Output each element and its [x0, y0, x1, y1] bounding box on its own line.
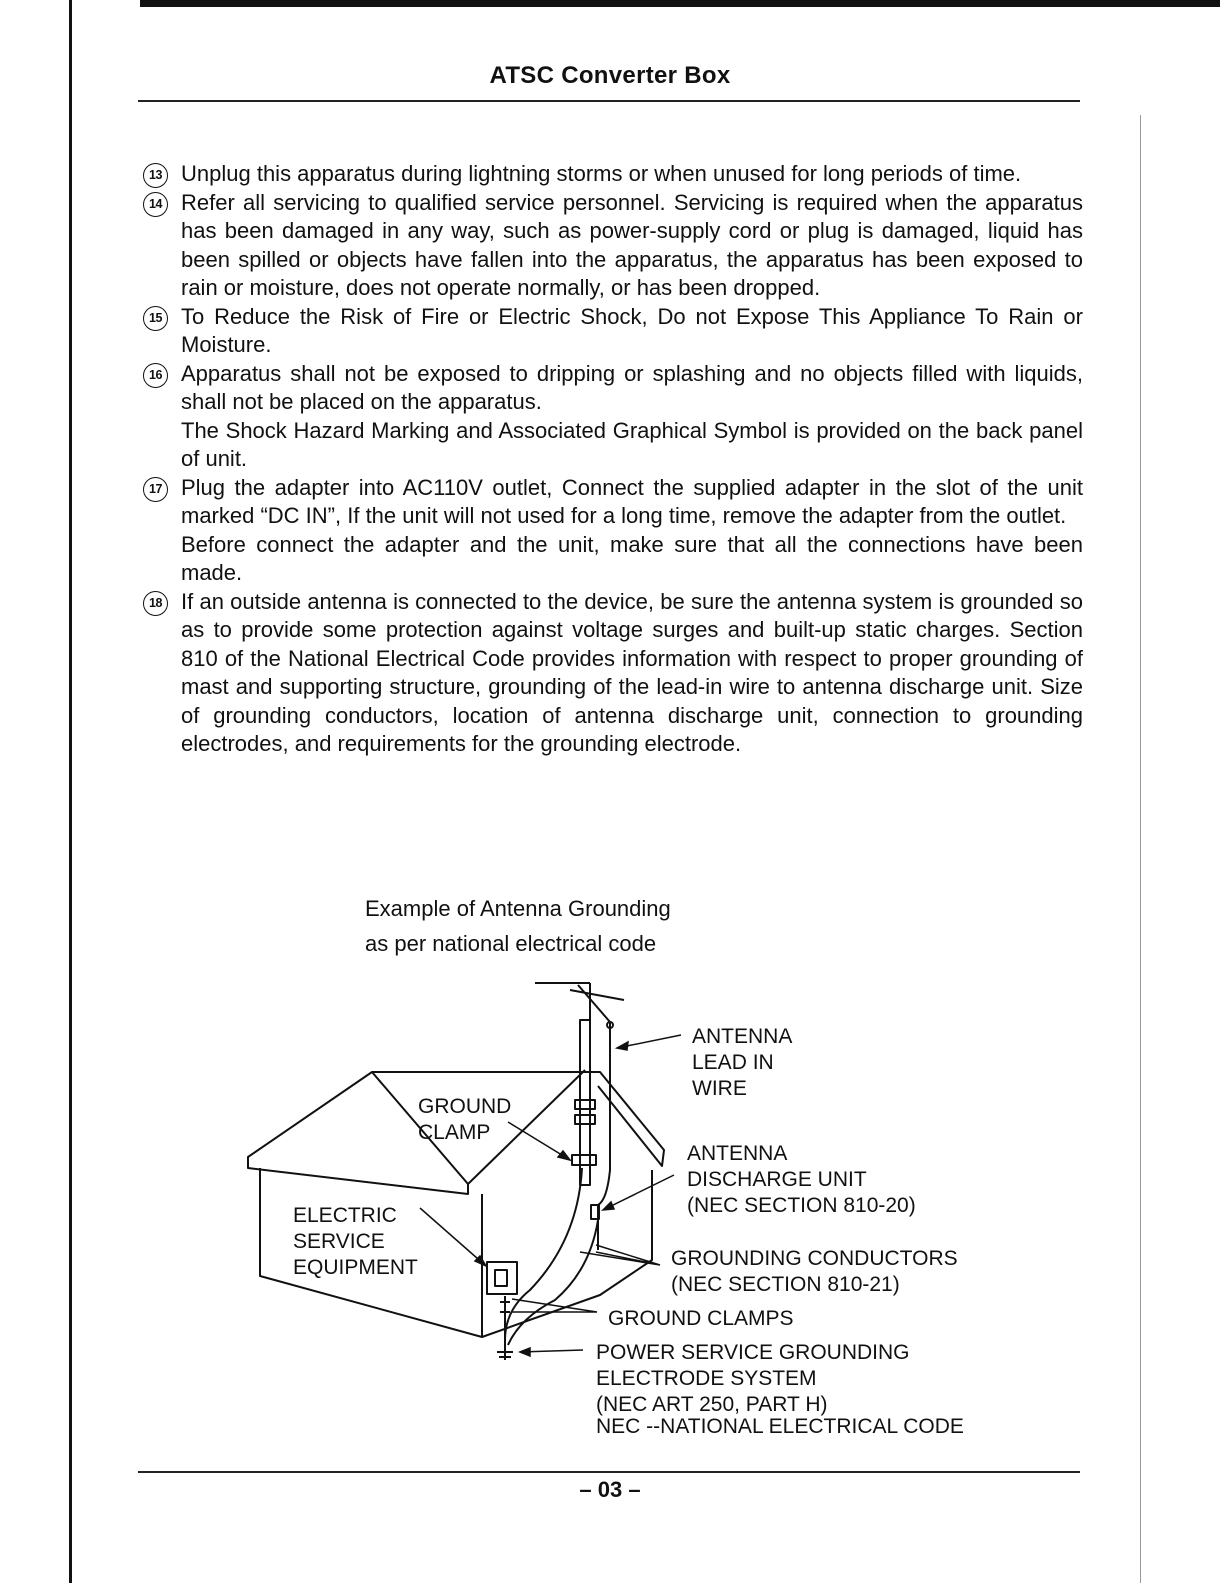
item-text: If an outside antenna is connected to the device, be sure the antenna system is grounded so as to provide some protection against voltage surges and built-up static charges. Section 810 of the National Electrical Code provides information with respect to proper grounding of mast and supporting structure, grounding of the lead-in wire to antenna discharge unit. Size of grounding conductors, location of antenna discharge unit, connection to grounding electrodes, and requirements for the grounding electrode.	[181, 588, 1083, 756]
list-item	[143, 303, 1083, 360]
item-number-badge: 13	[143, 163, 168, 188]
roof-ridge	[372, 1072, 664, 1166]
item-number-badge: 18	[143, 591, 168, 616]
label-ground-clamp-2: CLAMP	[418, 1121, 491, 1144]
label-electric-service-3: EQUIPMENT	[293, 1256, 418, 1279]
label-electric-service: ELECTRIC	[293, 1204, 397, 1227]
label-grounding-conductors-2: (NEC SECTION 810-21)	[671, 1273, 900, 1296]
label-power-service: POWER SERVICE GROUNDING	[596, 1341, 910, 1364]
item-text: Apparatus shall not be exposed to dripping or splashing and no objects filled with liquids, shall not be placed on the apparatus.	[181, 360, 1083, 414]
list-item	[143, 360, 1083, 474]
label-antenna-lead-in-3: WIRE	[692, 1077, 747, 1100]
item-number-badge: 15	[143, 306, 168, 331]
safety-instructions-list	[143, 160, 1083, 759]
header-rule	[138, 100, 1080, 102]
ground-rod	[497, 1296, 513, 1360]
label-antenna-lead-in: ANTENNA	[692, 1025, 793, 1048]
scan-edge-right	[1140, 115, 1141, 1583]
label-discharge-unit-3: (NEC SECTION 810-20)	[687, 1194, 916, 1217]
item-extra-text: Before connect the adapter and the unit, make sure that all the connections have been made.	[181, 531, 1083, 585]
footer-rule	[138, 1471, 1080, 1473]
item-text: Plug the adapter into AC110V outlet, Connect the supplied adapter in the slot of the unit marked “DC IN”, If the unit will not used for a long time, remove the adapter from the outlet.	[181, 474, 1083, 528]
figure-caption	[365, 891, 671, 961]
list-item	[143, 160, 1083, 189]
label-nec-definition: NEC --NATIONAL ELECTRICAL CODE	[596, 1415, 964, 1438]
label-power-service-2: ELECTRODE SYSTEM	[596, 1367, 817, 1390]
item-number-badge: 16	[143, 363, 168, 388]
label-grounding-conductors: GROUNDING CONDUCTORS	[671, 1247, 958, 1270]
item-text: Refer all servicing to qualified service personnel. Servicing is required when the apparatus has been damaged in any way, such as power-supply cord or plug is damaged, liquid has been spilled or objects have fallen into the apparatus, the apparatus has been exposed to rain or moisture, does not operate normally, or has been dropped.	[181, 189, 1083, 300]
caption-line-1: Example of Antenna Grounding	[365, 896, 671, 921]
label-discharge-unit: ANTENNA	[687, 1142, 788, 1165]
label-power-service-3: (NEC ART 250, PART H)	[596, 1393, 828, 1416]
label-ground-clamp: GROUND	[418, 1095, 512, 1118]
list-item	[143, 474, 1083, 588]
electric-service-box	[487, 1262, 517, 1294]
antenna-mast	[580, 1020, 590, 1185]
scan-edge-left	[69, 0, 72, 1583]
label-antenna-lead-in-2: LEAD IN	[692, 1051, 774, 1074]
item-number-badge: 17	[143, 477, 168, 502]
item-text: To Reduce the Risk of Fire or Electric Shock, Do not Expose This Appliance To Rain or Moisture.	[181, 303, 1083, 357]
label-electric-service-2: SERVICE	[293, 1230, 385, 1253]
item-text: Unplug this apparatus during lightning storms or when unused for long periods of time.	[181, 161, 1022, 186]
item-extra-text: The Shock Hazard Marking and Associated Graphical Symbol is provided on the back panel of unit.	[181, 417, 1083, 471]
antenna-grounding-diagram	[200, 970, 1060, 1450]
page-number: – 03 –	[579, 1477, 641, 1502]
antenna-icon	[535, 983, 624, 1022]
caption-line-2: as per national electrical code	[365, 931, 657, 956]
label-ground-clamps: GROUND CLAMPS	[608, 1307, 794, 1330]
scan-edge-top	[0, 0, 1220, 7]
item-number-badge: 14	[143, 192, 168, 217]
list-item	[143, 588, 1083, 759]
page-title: ATSC Converter Box	[489, 62, 731, 89]
list-item	[143, 189, 1083, 303]
label-discharge-unit-2: DISCHARGE UNIT	[687, 1168, 867, 1191]
